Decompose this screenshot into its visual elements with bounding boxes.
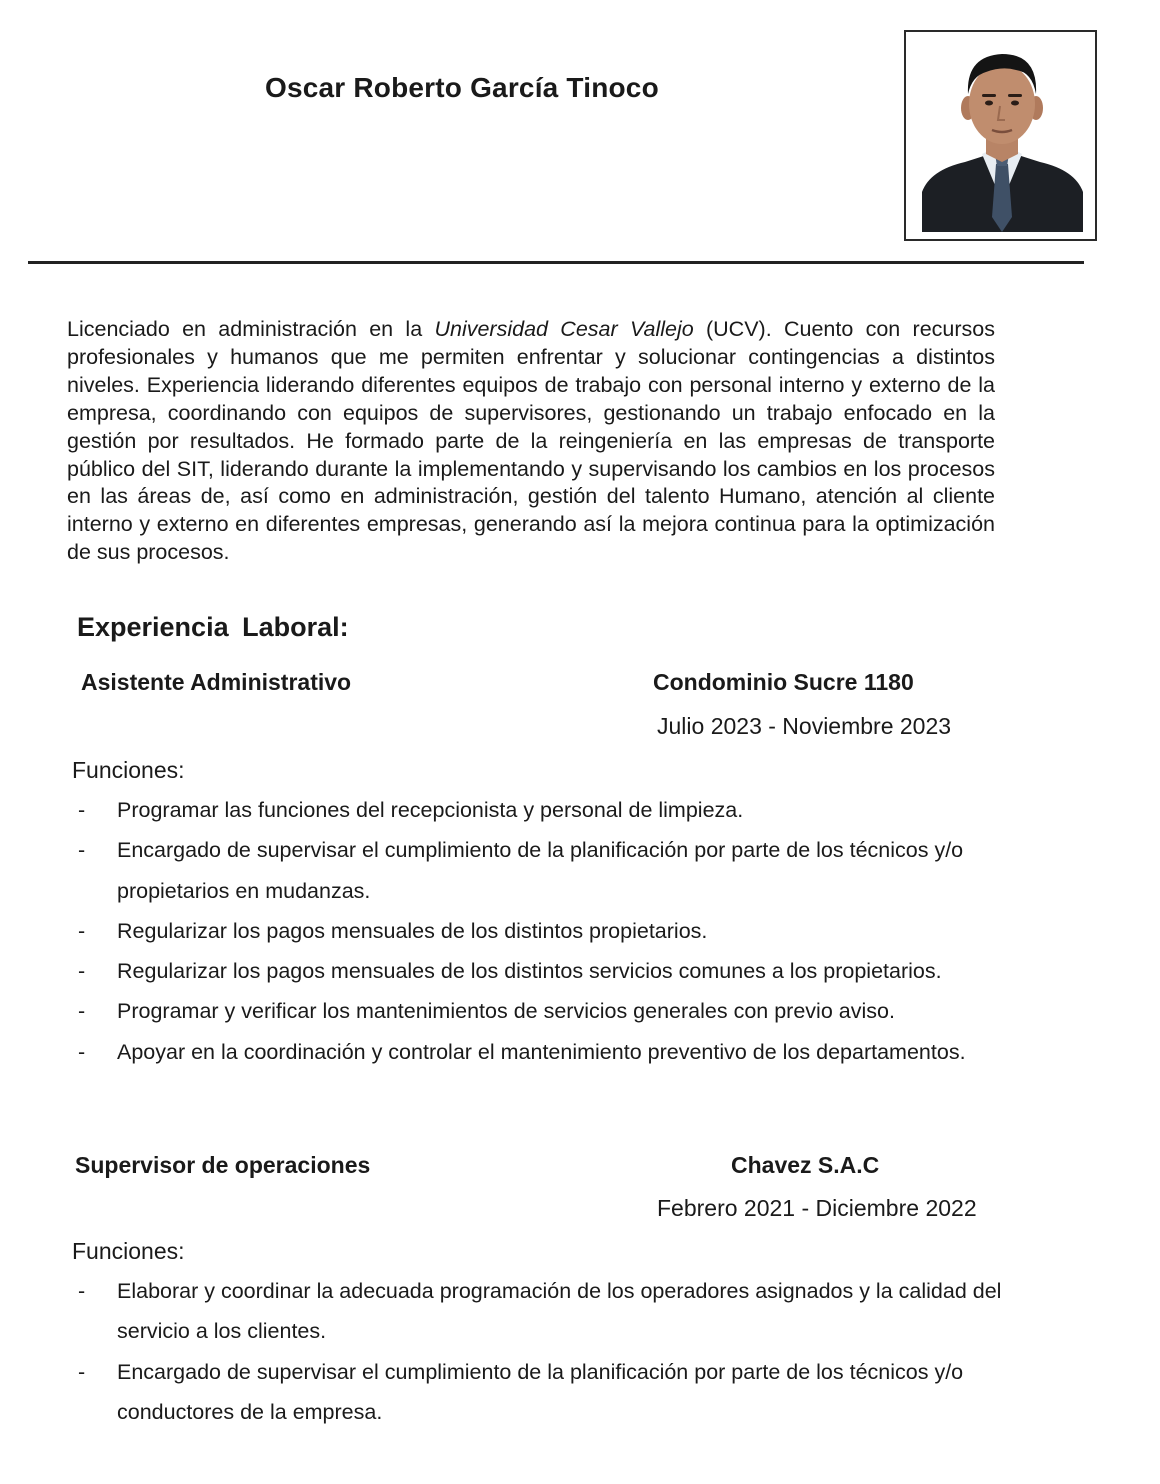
bullet-dash: - <box>78 838 86 863</box>
bullet-dash: - <box>78 1039 86 1064</box>
profile-photo <box>904 30 1097 241</box>
job-1-functions-label: Funciones: <box>72 757 185 783</box>
header-divider <box>28 261 1084 264</box>
job-1-functions-list <box>70 790 1030 1072</box>
experience-heading: Experiencia Laboral: <box>77 612 349 642</box>
list-item <box>70 911 1030 951</box>
bullet-dash: - <box>78 798 86 822</box>
list-item-text: Elaborar y coordinar la adecuada programación de los operadores asignados y la calidad del servicio a los clientes. <box>117 1279 1002 1344</box>
list-item-text: Programar las funciones del recepcionista y personal de limpieza. <box>117 798 744 822</box>
job-2-company: Chavez S.A.C <box>731 1152 880 1178</box>
bullet-dash: - <box>78 999 86 1024</box>
bullet-dash: - <box>78 918 86 943</box>
job-1-company: Condominio Sucre 1180 <box>653 669 914 695</box>
job-2-functions-list <box>70 1271 1030 1432</box>
portrait-image <box>920 42 1085 232</box>
bullet-dash: - <box>78 1279 86 1303</box>
job-1-dates: Julio 2023 - Noviembre 2023 <box>657 713 952 739</box>
job-2-functions-label: Funciones: <box>72 1238 185 1264</box>
list-item-text: Apoyar en la coordinación y controlar el mantenimiento preventivo de los departamentos. <box>117 1039 966 1064</box>
list-item-text: Encargado de supervisar el cumplimiento de la planificación por parte de los técnicos y/o conductores de la empresa. <box>117 1359 964 1424</box>
list-item <box>70 1032 1030 1072</box>
bullet-dash: - <box>78 959 86 984</box>
job-1-title: Asistente Administrativo <box>81 669 352 695</box>
list-item <box>70 1271 1030 1352</box>
university-name: Universidad Cesar Vallejo <box>434 317 694 341</box>
candidate-name: Oscar Roberto García Tinoco <box>265 72 659 103</box>
list-item-text: Regularizar los pagos mensuales de los distintos propietarios. <box>117 918 708 943</box>
list-item-text: Encargado de supervisar el cumplimiento de la planificación por parte de los técnicos y/o propietarios en mudanzas. <box>117 838 964 903</box>
bullet-dash: - <box>78 1359 86 1384</box>
list-item-text: Programar y verificar los mantenimientos de servicios generales con previo aviso. <box>117 999 895 1024</box>
list-item <box>70 1352 1030 1433</box>
list-item <box>70 790 1030 830</box>
list-item-text: Regularizar los pagos mensuales de los distintos servicios comunes a los propietarios. <box>117 959 942 984</box>
list-item <box>70 951 1030 991</box>
list-item <box>70 991 1030 1031</box>
professional-summary <box>67 316 995 567</box>
summary-intro: Licenciado en administración en la <box>67 317 435 341</box>
summary-body: (UCV). Cuento con recursos profesionales y humanos que me permiten enfrentar y solucionar contingencias a distintos niveles. Experiencia liderando diferentes equipos de trabajo con personal interno y externo de la empresa, coordinando con equipos de supervisores, gestionando un trabajo enfocado en la gestión por resultados. He formado parte de la reingeniería en las empresas de transporte público del SIT, liderando durante la implementando y supervisando los cambios en los procesos en las áreas de, así como en administración, gestión del talento Humano, atención al cliente interno y externo en diferentes empresas, generando así la mejora continua para la optimización de sus procesos. <box>67 317 995 565</box>
list-item <box>70 830 1030 911</box>
job-2-title: Supervisor de operaciones <box>75 1152 371 1178</box>
job-2-dates: Febrero 2021 - Diciembre 2022 <box>657 1195 977 1221</box>
